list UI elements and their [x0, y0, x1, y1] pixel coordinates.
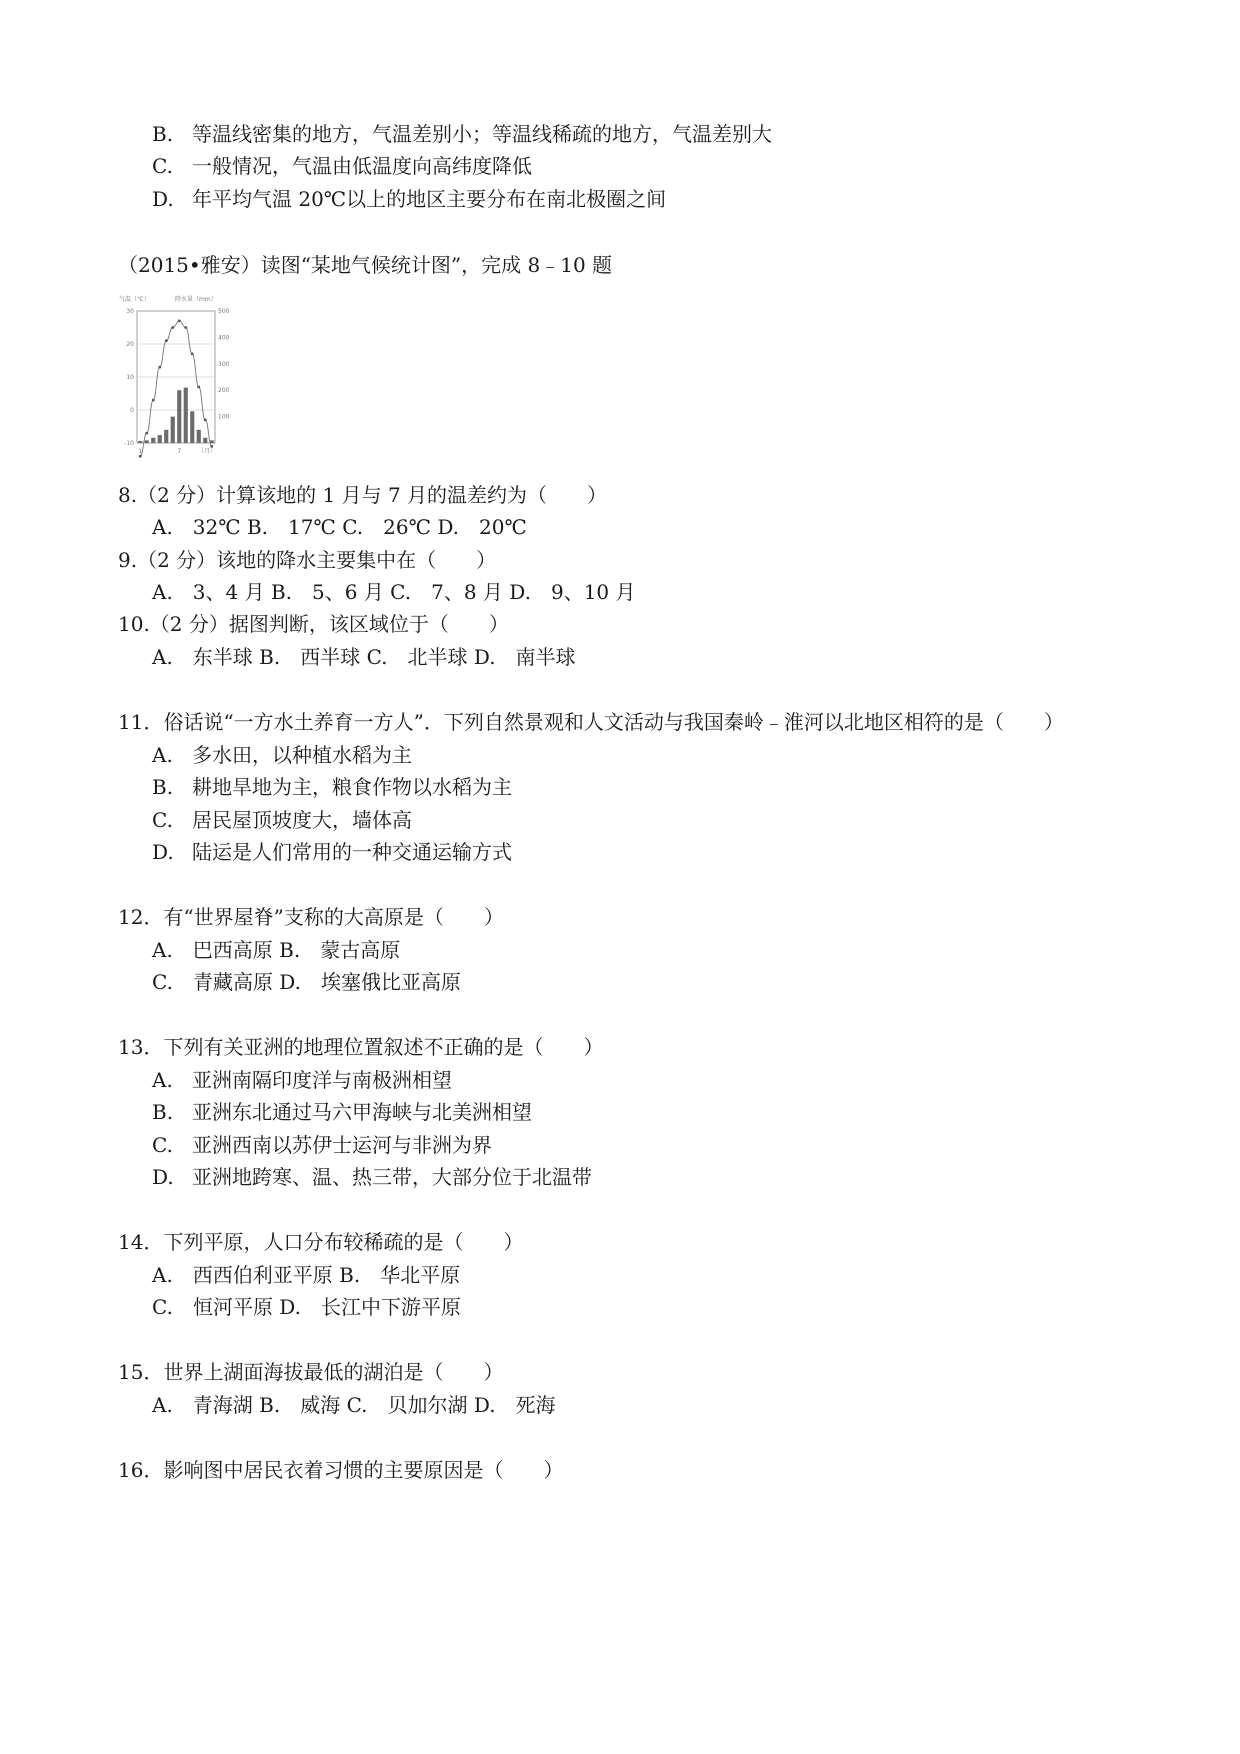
question-13-option-a: [152, 1066, 452, 1094]
option-letter: B.: [152, 775, 174, 799]
precipitation-bar: [164, 430, 168, 443]
precipitation-bar: [151, 438, 155, 443]
question-8-options: A. 32℃ B. 17℃ C. 26℃ D. 20℃: [152, 515, 527, 539]
precipitation-bar: [197, 430, 201, 443]
question-11-option-a: [152, 741, 412, 769]
y-tick-label: 30: [126, 308, 134, 315]
y2-tick-label: 400: [218, 334, 230, 342]
temperature-point: [165, 339, 168, 342]
climate-chart-svg: [117, 293, 247, 463]
temperature-point: [145, 432, 148, 435]
question-10-stem: 10.（2 分）据图判断，该区域位于（ ）: [118, 612, 509, 636]
chart-background: [117, 293, 247, 463]
question-12-options-row-1: A. 巴西高原 B. 蒙古高原: [152, 938, 401, 962]
temperature-point: [191, 353, 194, 356]
question-12-stem: 12．有“世界屋脊”支称的大高原是（ ）: [118, 905, 504, 929]
y-tick-label: 10: [126, 374, 134, 381]
temperature-point: [184, 326, 187, 329]
climate-chart: [117, 293, 247, 463]
prev-option-d: [152, 185, 666, 213]
y-tick-label: 20: [126, 341, 134, 348]
temperature-point: [204, 419, 207, 422]
question-15-options: A. 青海湖 B. 威海 C. 贝加尔湖 D. 死海: [152, 1393, 556, 1417]
temperature-point: [139, 455, 142, 458]
option-text: 耕地旱地为主，粮食作物以水稻为主: [192, 775, 512, 799]
option-text: 亚洲南隔印度洋与南极洲相望: [192, 1068, 452, 1092]
option-letter: A.: [152, 1068, 173, 1092]
option-text: 亚洲西南以苏伊士运河与非洲为界: [192, 1133, 492, 1157]
question-11-option-d: [152, 838, 512, 866]
option-text: 亚洲地跨寒、温、热三带，大部分位于北温带: [192, 1165, 592, 1189]
chart-ylabel: 气温（℃）: [119, 296, 150, 303]
question-16-stem: 16．影响图中居民衣着习惯的主要原因是（ ）: [118, 1458, 564, 1482]
precipitation-bar: [203, 438, 207, 443]
option-letter: C.: [152, 808, 173, 832]
y2-tick-label: 200: [218, 387, 230, 395]
precipitation-bar: [145, 440, 149, 443]
option-text: 等温线密集的地方，气温差别小；等温线稀疏的地方，气温差别大: [192, 122, 772, 146]
option-text: 一般情况，气温由低温度向高纬度降低: [192, 154, 532, 178]
option-letter: D.: [152, 840, 174, 864]
temperature-point: [158, 366, 161, 369]
option-text: 多水田，以种植水稻为主: [192, 743, 412, 767]
precipitation-bar: [158, 435, 162, 443]
question-13-stem: 13．下列有关亚洲的地理位置叙述不正确的是（ ）: [118, 1035, 604, 1059]
question-11-stem: 11．俗话说“一方水土养育一方人”．下列自然景观和人文活动与我国秦岭﹣淮河以北地区相符的是（ ）: [118, 710, 1064, 734]
question-10-options: A. 东半球 B. 西半球 C. 北半球 D. 南半球: [152, 645, 576, 669]
option-letter: B.: [152, 1100, 174, 1124]
question-12-options-row-2: C. 青藏高原 D. 埃塞俄比亚高原: [152, 970, 461, 994]
y2-tick-label: 100: [218, 413, 230, 421]
question-15-stem: 15．世界上湖面海拔最低的湖泊是（ ）: [118, 1360, 504, 1384]
temperature-point: [197, 386, 200, 389]
question-9-stem: 9.（2 分）该地的降水主要集中在（ ）: [118, 548, 497, 572]
question-13-option-c: [152, 1131, 492, 1159]
prev-option-c: [152, 152, 532, 180]
option-letter: B.: [152, 122, 174, 146]
y-tick-label: 0: [130, 407, 134, 414]
question-9-options: A. 3、4 月 B. 5、6 月 C. 7、8 月 D. 9、10 月: [152, 580, 636, 604]
option-letter: D.: [152, 187, 174, 211]
x-tick-label: 1: [138, 448, 143, 455]
precipitation-bar: [177, 390, 181, 443]
question-13-option-b: [152, 1098, 532, 1126]
option-letter: A.: [152, 743, 173, 767]
group-intro: （2015•雅安）读图“某地气候统计图”，完成 8﹣10 题: [118, 253, 613, 277]
question-14-stem: 14．下列平原，人口分布较稀疏的是（ ）: [118, 1230, 524, 1254]
x-tick-label: （月）: [197, 448, 217, 455]
precipitation-bar: [138, 441, 142, 443]
temperature-point: [178, 320, 181, 323]
y2-tick-label: 500: [218, 308, 230, 315]
question-8-stem: 8.（2 分）计算该地的 1 月与 7 月的温差约为（ ）: [118, 483, 608, 507]
chart-y2label: 降水量（mm）: [175, 296, 217, 303]
x-tick-label: 7: [177, 448, 182, 455]
temperature-point: [152, 399, 155, 402]
option-text: 亚洲东北通过马六甲海峡与北美洲相望: [192, 1100, 532, 1124]
option-text: 陆运是人们常用的一种交通运输方式: [192, 840, 512, 864]
question-11-option-b: [152, 773, 512, 801]
option-letter: D.: [152, 1165, 174, 1189]
question-14-options-row-2: C. 恒河平原 D. 长江中下游平原: [152, 1295, 461, 1319]
precipitation-bar: [184, 388, 188, 443]
option-letter: C.: [152, 154, 173, 178]
option-letter: C.: [152, 1133, 173, 1157]
prev-option-b: [152, 120, 772, 148]
question-14-options-row-1: A. 西西伯利亚平原 B. 华北平原: [152, 1263, 461, 1287]
precipitation-bar: [171, 417, 175, 443]
temperature-point: [171, 326, 174, 329]
option-text: 年平均气温 20℃以上的地区主要分布在南北极圈之间: [192, 187, 667, 211]
y-tick-label: -10: [124, 440, 134, 447]
question-13-option-d: [152, 1163, 592, 1191]
y2-tick-label: 300: [218, 360, 230, 368]
option-text: 居民屋顶坡度大，墙体高: [192, 808, 412, 832]
precipitation-bar: [190, 411, 194, 443]
question-11-option-c: [152, 806, 412, 834]
